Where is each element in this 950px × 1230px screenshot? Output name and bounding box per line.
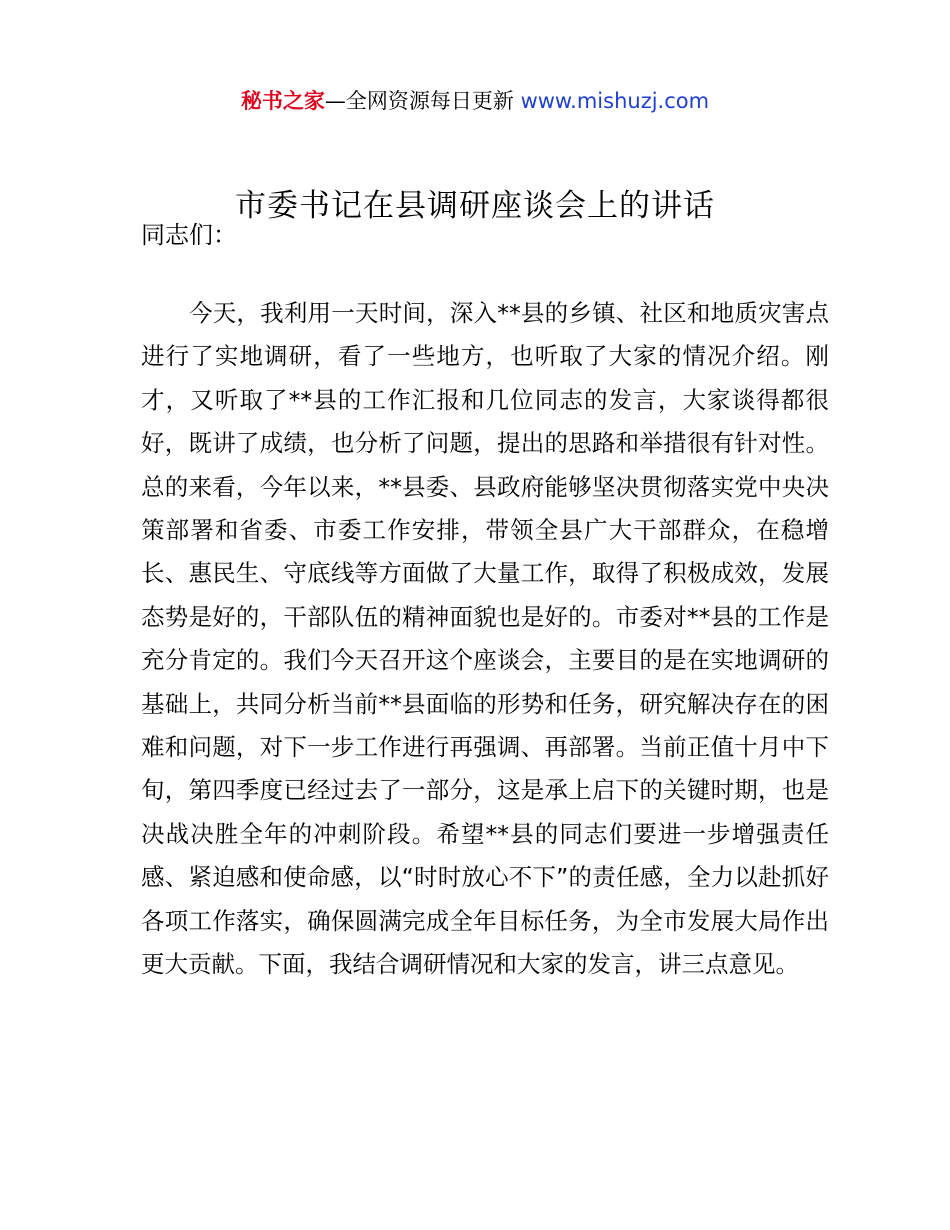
site-url-link[interactable]: www.mishuzj.com [520, 89, 710, 113]
brand-name: 秘书之家 [240, 89, 325, 113]
body-paragraph: 今天，我利用一天时间，深入**县的乡镇、社区和地质灾害点进行了实地调研，看了一些地方，也听取了大家的情况介绍。刚才，又听取了**县的工作汇报和几位同志的发言，大家谈得都很好，既讲了成绩，也分析了问题，提出的思路和举措很有针对性。总的来看，今年以来，**县委、县政府能够坚决贯彻落实党中央决策部署和省委、市委工作安排，带领全县广大干部群众，在稳增长、惠民生、守底线等方面做了大量工作，取得了积极成效，发展态势是好的，干部队伍的精神面貌也是好的。市委对**县的工作是充分肯定的。我们今天召开这个座谈会，主要目的是在实地调研的基础上，共同分析当前**县面临的形势和任务，研究解决存在的困难和问题，对下一步工作进行再强调、再部署。当前正值十月中下旬，第四季度已经过去了一部分，这是承上启下的关键时期，也是决战决胜全年的冲刺阶段。希望**县的同志们要进一步增强责任感、紧迫感和使命感，以“时时放心不下”的责任感，全力以赴抓好各项工作落实，确保圆满完成全年目标任务，为全市发展大局作出更大贡献。下面，我结合调研情况和大家的发言，讲三点意见。 [141, 299, 829, 979]
document-title: 市委书记在县调研座谈会上的讲话 [235, 188, 715, 224]
salutation: 同志们： [141, 221, 237, 249]
header-tagline: —全网资源每日更新 [324, 89, 514, 113]
site-header [0, 86, 950, 116]
